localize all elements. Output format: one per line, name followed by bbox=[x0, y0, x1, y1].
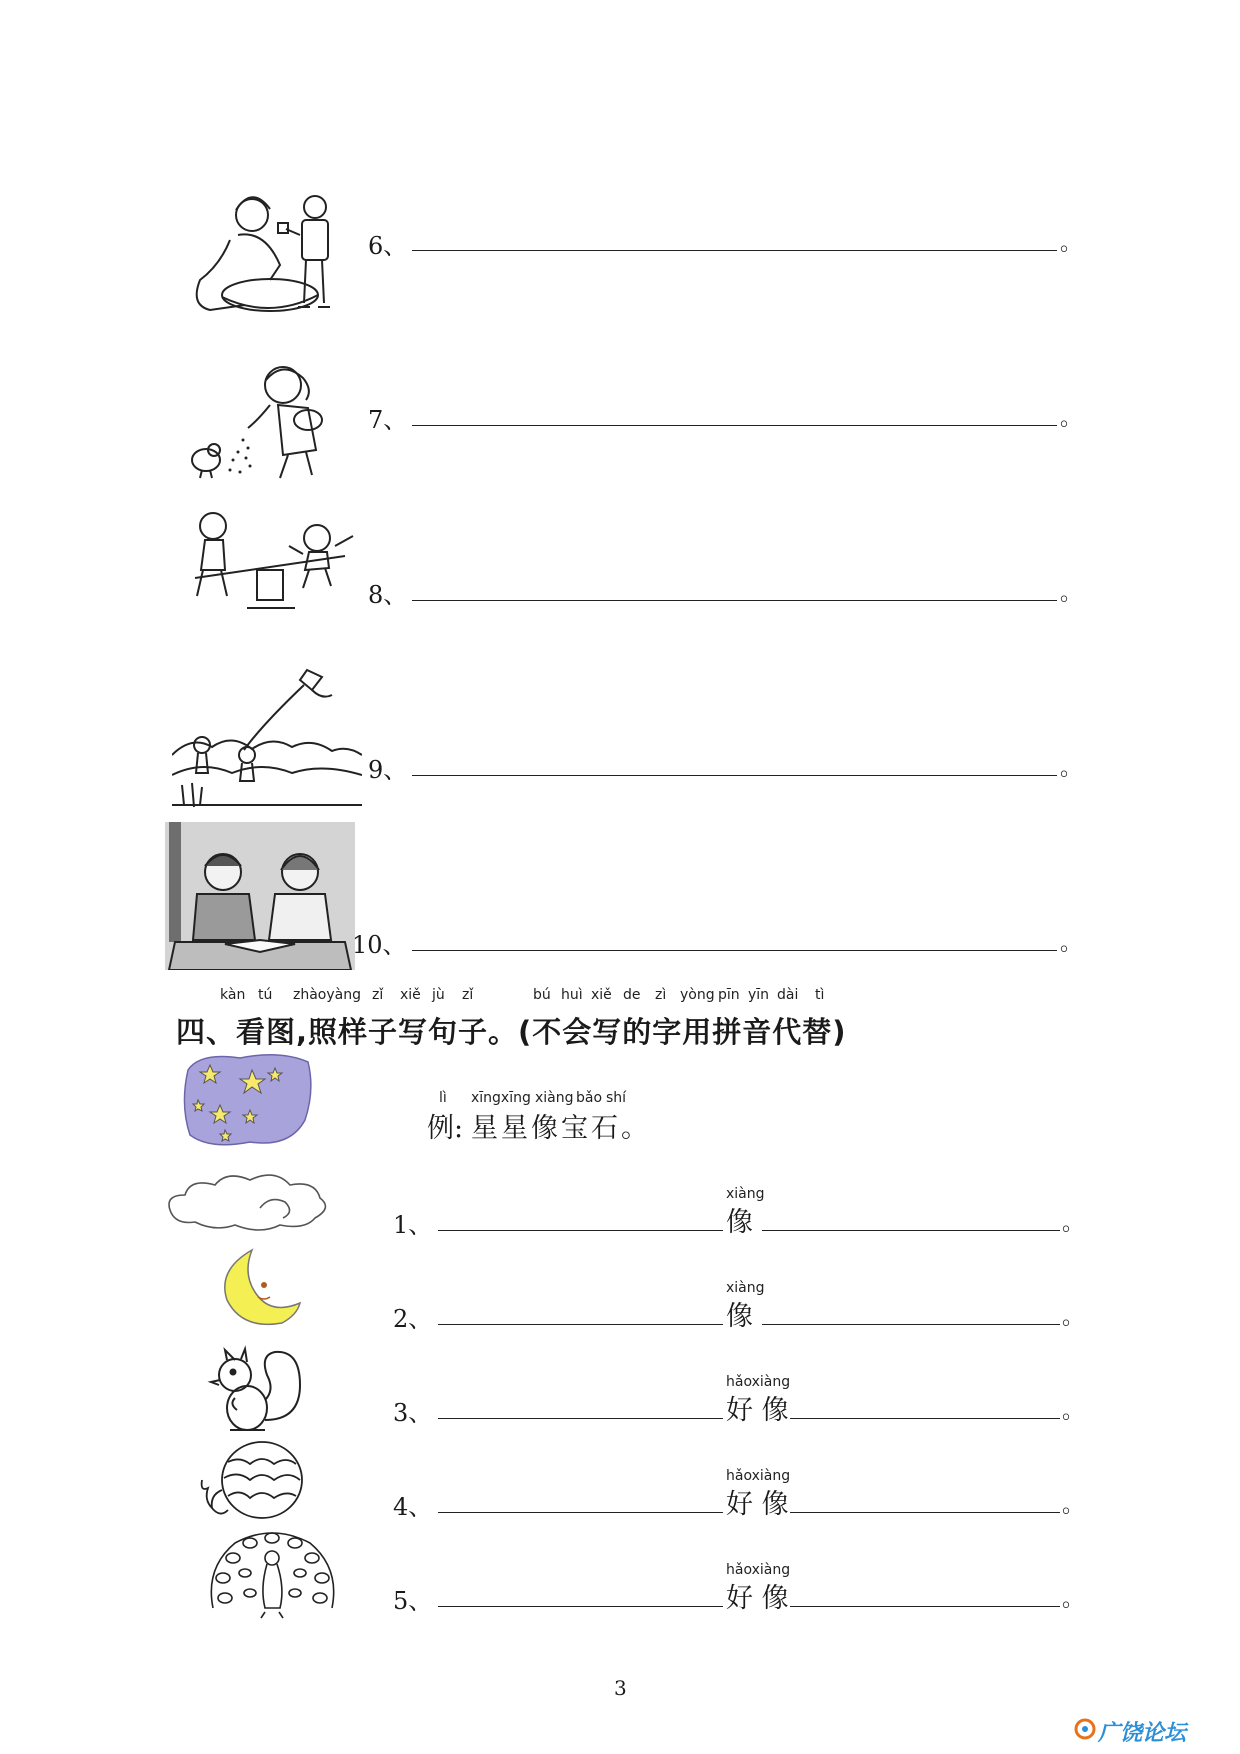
heading-pinyin-kan: kàn bbox=[220, 987, 246, 1003]
item-4-blank-before[interactable] bbox=[438, 1512, 723, 1513]
watermelon-icon bbox=[200, 1440, 305, 1522]
section-4-heading: 四、看图,照样子写句子。(不会写的字用拼音代替) bbox=[176, 1015, 847, 1049]
item-8-answer-line[interactable] bbox=[412, 600, 1057, 601]
item-10-answer-line[interactable] bbox=[412, 950, 1057, 951]
item-5-blank-after[interactable] bbox=[790, 1606, 1060, 1607]
example-sentence: 星星像宝石。 bbox=[471, 1113, 651, 1144]
item-1-blank-after[interactable] bbox=[762, 1230, 1060, 1231]
peacock-icon bbox=[205, 1528, 340, 1620]
item-1-number: 1、 bbox=[393, 1211, 433, 1239]
item-9-answer-line[interactable] bbox=[412, 775, 1057, 776]
item-4-period: 。 bbox=[1062, 1493, 1085, 1518]
item-5-number: 5、 bbox=[393, 1587, 433, 1615]
heading-pinyin-zi3: zì bbox=[655, 987, 667, 1003]
heading-pinyin-bu: bú bbox=[533, 987, 551, 1003]
item-3-number: 3、 bbox=[393, 1399, 433, 1427]
example-pinyin-xingxing: xīngxīng bbox=[471, 1090, 531, 1106]
heading-pinyin-ju: jù bbox=[432, 987, 445, 1003]
heading-pinyin-yong: yòng bbox=[680, 987, 715, 1003]
item-7-number: 7、 bbox=[368, 406, 408, 434]
item-3-blank-before[interactable] bbox=[438, 1418, 723, 1419]
heading-pinyin-tu: tú bbox=[258, 987, 273, 1003]
item-8-number: 8、 bbox=[368, 581, 408, 609]
item-10-number: 10、 bbox=[352, 931, 407, 959]
grandma-washing-boy-tea-illustration bbox=[190, 185, 360, 330]
item-2-blank-after[interactable] bbox=[762, 1324, 1060, 1325]
item-9-period: 。 bbox=[1060, 756, 1083, 781]
item-3-word: 好 像 bbox=[726, 1395, 789, 1426]
watermark-logo-icon bbox=[1074, 1718, 1096, 1740]
item-9-number: 9、 bbox=[368, 756, 408, 784]
item-4-blank-after[interactable] bbox=[790, 1512, 1060, 1513]
heading-pinyin-xie: xiě bbox=[400, 987, 421, 1003]
kids-reading-desk-illustration bbox=[165, 822, 355, 970]
item-1-word: 像 bbox=[726, 1207, 753, 1238]
example-pinyin-bao: bǎo bbox=[576, 1090, 603, 1106]
heading-pinyin-ti: tì bbox=[815, 987, 825, 1003]
item-2-word: 像 bbox=[726, 1301, 753, 1332]
item-2-number: 2、 bbox=[393, 1305, 433, 1333]
heading-pinyin-pin: pīn bbox=[718, 987, 740, 1003]
page-number: 3 bbox=[614, 1676, 627, 1700]
item-8-period: 。 bbox=[1060, 581, 1083, 606]
item-1-blank-before[interactable] bbox=[438, 1230, 723, 1231]
example-pinyin-shi: shí bbox=[606, 1090, 627, 1106]
heading-pinyin-yin: yīn bbox=[748, 987, 770, 1003]
heading-pinyin-zhaoyang: zhàoyàng bbox=[293, 987, 361, 1003]
heading-pinyin-zi: zǐ bbox=[372, 987, 384, 1003]
item-4-pinyin: hǎoxiàng bbox=[726, 1468, 791, 1484]
item-6-period: 。 bbox=[1060, 231, 1083, 256]
item-3-period: 。 bbox=[1062, 1399, 1085, 1424]
item-10-period: 。 bbox=[1060, 931, 1083, 956]
heading-pinyin-xie2: xiě bbox=[591, 987, 612, 1003]
item-2-pinyin: xiàng bbox=[726, 1280, 765, 1296]
item-5-pinyin: hǎoxiàng bbox=[726, 1562, 791, 1578]
item-3-blank-after[interactable] bbox=[790, 1418, 1060, 1419]
kids-seesaw-illustration bbox=[185, 508, 355, 628]
item-2-blank-before[interactable] bbox=[438, 1324, 723, 1325]
starry-sky-icon bbox=[180, 1050, 315, 1150]
item-7-answer-line[interactable] bbox=[412, 425, 1057, 426]
heading-pinyin-hui: huì bbox=[561, 987, 583, 1003]
kite-children-illustration bbox=[172, 665, 362, 810]
example-pinyin-li: lì bbox=[439, 1090, 447, 1106]
heading-pinyin-de: de bbox=[623, 987, 641, 1003]
item-5-word: 好 像 bbox=[726, 1583, 789, 1614]
item-2-period: 。 bbox=[1062, 1305, 1085, 1330]
item-5-blank-before[interactable] bbox=[438, 1606, 723, 1607]
heading-pinyin-zi2: zǐ bbox=[462, 987, 474, 1003]
item-6-number: 6、 bbox=[368, 232, 408, 260]
item-7-period: 。 bbox=[1060, 406, 1083, 431]
item-6-answer-line[interactable] bbox=[412, 250, 1057, 251]
item-1-period: 。 bbox=[1062, 1211, 1085, 1236]
watermark-text: 广饶论坛 bbox=[1098, 1721, 1187, 1746]
item-4-number: 4、 bbox=[393, 1493, 433, 1521]
item-5-period: 。 bbox=[1062, 1587, 1085, 1612]
squirrel-icon bbox=[205, 1340, 305, 1440]
cloud-icon bbox=[165, 1170, 330, 1235]
crescent-moon-icon bbox=[212, 1245, 302, 1330]
example-label: 例: bbox=[427, 1113, 464, 1144]
heading-pinyin-dai: dài bbox=[777, 987, 799, 1003]
example-pinyin-xiang: xiàng bbox=[535, 1090, 574, 1106]
item-4-word: 好 像 bbox=[726, 1489, 789, 1520]
girl-feeding-chicks-illustration bbox=[188, 360, 348, 490]
item-1-pinyin: xiàng bbox=[726, 1186, 765, 1202]
item-3-pinyin: hǎoxiàng bbox=[726, 1374, 791, 1390]
